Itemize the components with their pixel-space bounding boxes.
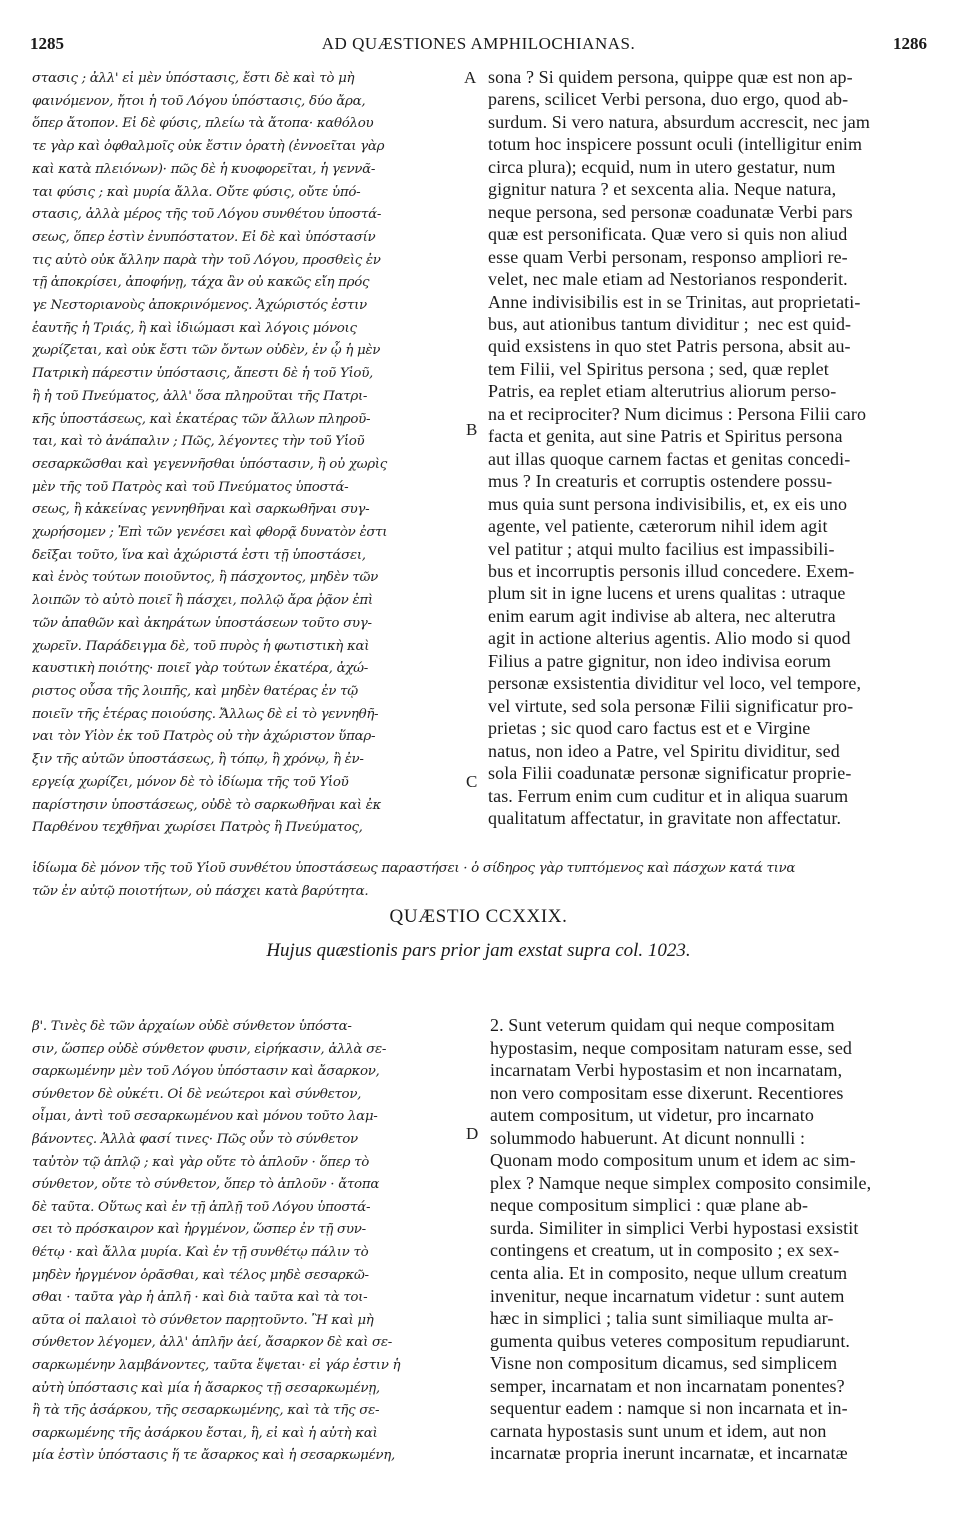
text-line: αὐτὴ ὑπόστασις καὶ μία ἡ ἄσαρκος τῇ σεσαρκωμένῃ, — [32, 1380, 380, 1396]
text-line: σεως, ὅπερ ἐστὶν ἐνυπόστατον. Εἰ δὲ καὶ ὑπόστασίν — [32, 229, 376, 245]
text-line: plex ? Namque neque simplex composito consimile, — [490, 1172, 872, 1193]
text-line: χωρήσομεν ; Ἐπὶ τῶν γενέσει καὶ φθορᾷ δυνατὸν ἐστι — [32, 525, 388, 541]
text-line: esse quam Verbi personam, responso ampliori re- — [488, 246, 848, 267]
text-line: centa alia. Et in composito, neque ullum creatum — [490, 1263, 848, 1284]
text-line: αῦτα οἱ παλαιοὶ τὸ σύνθετον παρῃτοῦντο. Ἢ καὶ μὴ — [32, 1312, 374, 1328]
text-line: Filius a patre gignitur, non ideo indivisa eorum — [488, 650, 832, 671]
text-line: vel patitur ; atqui multo facilius est impassibili- — [488, 538, 835, 559]
text-line: μία ἐστὶν ὑπόστασις ἥ τε ἄσαρκος καὶ ἡ σεσαρκωμένη, — [32, 1448, 395, 1464]
text-line: σύνθετον λέγομεν, ἀλλ' ἁπλῆν ἀεί, ἄσαρκον δὲ καὶ σε- — [32, 1335, 392, 1351]
page-number-left: 1285 — [30, 34, 64, 53]
text-line: enim earum agit indivise ab altera, nec alterutra — [488, 605, 836, 626]
text-line: sequentur eadem : namque si non incarnata et in- — [490, 1398, 848, 1419]
text-line: semper, incarnatam et non incarnatam ponentes? — [490, 1375, 845, 1396]
text-line: invenitur, neque incarnatum videtur : sunt autem — [490, 1285, 845, 1306]
text-line: φαινόμενον, ἤτοι ἡ τοῦ Λόγου ὑπόστασις, δύο ἄρα, — [32, 93, 366, 109]
text-line: 2. Sunt veterum quidam qui neque compositam — [490, 1015, 835, 1035]
running-header — [0, 34, 957, 58]
text-line: incarnatæ propria inerunt incarnatæ, et incarnatæ — [490, 1443, 848, 1464]
text-line: σύνθετον δὲ οὐκέτι. Οἱ δὲ νεώτεροι καὶ σύνθετον, — [32, 1086, 362, 1102]
text-line: surda. Similiter in simplici Verbi hypostasi exsistit — [490, 1217, 859, 1238]
text-line: ἢ τὰ τῆς ἀσάρκου, τῆς σεσαρκωμένης, καὶ τὰ τῆς σε- — [32, 1403, 380, 1419]
text-line: plum sit in igne lucens et urens qualitas : utraque — [488, 583, 846, 604]
text-line: στασις ; ἀλλ' εἰ μὲν ὑπόστασις, ἔστι δὲ καὶ τὸ μὴ — [32, 71, 355, 86]
text-line: καυστικὴ ποιότης· ποιεῖ γὰρ τούτων ἑκατέρα, ἀχώ- — [32, 661, 368, 677]
text-line: ταὐτὸν τῷ ἁπλῷ ; καὶ γὰρ οὔτε τὸ ἁπλοῦν · ὅπερ τὸ — [32, 1154, 369, 1170]
text-line: κῆς ὑποστάσεως, καὶ ἑκατέρας τῶν ἄλλων πληροῦ- — [32, 411, 371, 427]
question-title: QUÆSTIO CCXXIX. — [389, 906, 568, 927]
text-line: ριστος οὖσα τῆς λοιπῆς, καὶ μηδὲν θατέρας ἐν τῷ — [32, 683, 358, 699]
text-line: hæc in simplici ; talia sunt similiaque multa ar- — [490, 1308, 834, 1329]
text-line: mus quia sunt persona indivisibilis, et, ex eis uno — [488, 493, 848, 514]
text-line: γε Νεστοριανοὺς ἀποκρινόμενος. Ἀχώριστός ἐστιν — [32, 298, 367, 314]
text-line: agit in actione alterius agentis. Alio modo si quod — [488, 628, 851, 649]
text-line: χωρίζεται, καὶ οὐκ ἔστι τῶν ὄντων οὐδὲν, ἐν ᾧ ἡ μὲν — [32, 343, 381, 359]
margin-letter-a: A — [464, 68, 477, 87]
text-line: ὅπερ ἄτοπον. Εἰ δὲ φύσις, πλείω τὰ ἄτοπα· καθόλου — [32, 116, 374, 132]
text-line: Visne non compositum dicamus, sed simplicem — [490, 1353, 838, 1374]
text-line: carnata hypostasis sunt unum et idem, aut non — [490, 1420, 827, 1441]
greek-column-top — [32, 68, 460, 840]
text-line: aut illas quoque carnem factas et genitas concedi- — [488, 448, 851, 469]
text-line: σιν, ὥσπερ οὐδὲ σύνθετον φυσιν, εἰρήκασιν, ἀλλὰ σε- — [32, 1041, 387, 1057]
text-line: εργείᾳ χωρίζει, μόνον δὲ τὸ ἰδίωμα τῆς τοῦ Υἱοῦ — [32, 774, 349, 790]
text-line: mus ? In creaturis et corruptis ostendere possu- — [488, 471, 833, 492]
latin-column-top — [488, 66, 928, 829]
text-line: σει τὸ πρόσκαιρον καὶ ἠργμένον, ὥσπερ ἐν τῇ συν- — [32, 1222, 366, 1238]
margin-letter-d: D — [466, 1124, 479, 1143]
text-line: quæ est personificata. Quæ vero si quis non aliud — [488, 224, 848, 245]
text-line: δὲ ταῦτα. Οὕτως καὶ ἐν τῇ ἁπλῇ τοῦ Λόγου ὑποστά- — [32, 1199, 371, 1215]
text-line: gignitur natura ? et sexcenta alia. Neque natura, — [488, 179, 837, 200]
text-line: solummodo habuerunt. At dicunt nonnulli : — [490, 1127, 806, 1148]
text-line: καὶ κατὰ πλειόνων)· πῶς δὲ ἡ κυοφορεῖται, ἡ γεννᾶ- — [32, 161, 376, 177]
text-line: δεῖξαι τοῦτο, ἵνα καὶ ἀχώριστά ἐστι τῇ ὑποστάσει, — [32, 547, 366, 563]
text-line: personæ exsistentia dividitur vel loco, vel tempore, — [488, 673, 862, 694]
text-line: contingens et creatum, ut in composito ; ex sex- — [490, 1240, 840, 1261]
text-line: sona ? Si quidem persona, quippe quæ est non ap- — [488, 67, 853, 87]
text-line: natus, non ideo a Patre, vel Spiritu dividitur, sed — [488, 740, 840, 761]
text-line: neque compositum simplici : quæ plane ab- — [490, 1195, 809, 1216]
text-line: σαρκωμένην μὲν τοῦ Λόγου ὑπόστασιν καὶ ἄσαρκον, — [32, 1064, 380, 1080]
text-line: tem Filii, vel Spiritus persona ; sed, quæ replet — [488, 358, 829, 379]
text-line: θέτῳ · καὶ ἄλλα μυρία. Καὶ ἐν τῇ συνθέτῳ πάλιν τὸ — [32, 1244, 369, 1260]
text-line: autem compositum, ut videtur, pro incarnato — [490, 1105, 815, 1126]
text-line: τῶν ἐν αὐτῷ ποιοτήτων, οὐ πάσχει κατὰ βαρύτητα. — [32, 884, 369, 899]
text-line: ναι τὸν Υἱὸν ἐκ τοῦ Πατρὸς οὐ τὴν ἀχώριστον ὕπαρ- — [32, 729, 376, 745]
text-line: neque persona, sed personæ coadunatæ Verbi pars — [488, 201, 853, 222]
text-line: circa plura); ecquid, num in utero gestatur, num — [488, 156, 836, 177]
text-line: hypostasim, neque compositam naturam esse, sed — [490, 1037, 853, 1058]
text-line: facta et genita, aut sine Patris et Spiritus persona — [488, 426, 843, 447]
text-line: σαρκωμένης τῆς ἀσάρκου ἔσται, ἢ, εἰ καὶ ἡ αὐτὴ καὶ — [32, 1425, 378, 1441]
text-line: μηδὲν ἠργμένον ὁρᾶσθαι, καὶ τέλος μηδὲ σεσαρκῶ- — [32, 1267, 369, 1283]
text-line: παρίστησιν ὑποστάσεως, οὐδὲ τὸ σαρκωθῆναι καὶ ἐκ — [32, 797, 382, 813]
text-line: οἶμαι, ἀντὶ τοῦ σεσαρκωμένου καὶ μόνου τοῦτο λαμ- — [32, 1109, 378, 1125]
text-line: Anne indivisibilis est in se Trinitas, aut proprietati- — [488, 291, 861, 312]
text-line: Παρθένου τεχθῆναι χωρίσει Πατρὸς ἢ Πνεύματος, — [32, 820, 363, 836]
text-line: στασις, ἀλλὰ μέρος τῆς τοῦ Λόγου συνθέτου ὑποστά- — [32, 207, 382, 223]
text-line: σεσαρκῶσθαι καὶ γεγεννῆσθαι ὑπόστασιν, ἢ οὐ χωρὶς — [32, 456, 387, 472]
text-line: totum hoc inspicere possunt oculi (intelligitur enim — [488, 134, 863, 155]
running-title: AD QUÆSTIONES AMPHILOCHIANAS. — [321, 34, 636, 53]
text-line: ἑαυτῆς ἡ Τριάς, ἢ καὶ ἰδιώμασι καὶ λόγοις μόνοις — [32, 320, 357, 336]
text-line: ποιεῖν τῆς ἑτέρας ποιούσης. Ἄλλως δὲ εἰ τὸ γεννηθῆ- — [32, 706, 379, 722]
page-number-right: 1286 — [893, 34, 927, 53]
text-line: surdum. Si vero natura, absurdum accrescit, nec jam — [488, 111, 870, 132]
text-line: βάνοντες. Ἀλλὰ φασί τινες· Πῶς οὖν τὸ σύνθετον — [32, 1131, 358, 1147]
latin-column-bottom — [490, 1014, 930, 1465]
greek-full-width-continuation — [32, 857, 932, 903]
margin-letter-b: B — [466, 420, 478, 439]
text-line: λοιπῶν τὸ αὐτὸ ποιεῖ ἢ πάσχει, πολλῷ ἄρα ῥᾷον ἐπὶ — [32, 593, 373, 609]
text-line: vel virtute, sed sola personæ Filii significatur pro- — [488, 695, 854, 716]
text-line: β'. Τινὲς δὲ τῶν ἀρχαίων οὐδὲ σύνθετον ὑπόστα- — [32, 1019, 352, 1034]
text-line: χωρεῖν. Παράδειγμα δὲ, τοῦ πυρὸς ἡ φωτιστικὴ καὶ — [32, 638, 370, 654]
text-line: tas. Ferrum enim cum cuditur et in aliqua suarum — [488, 785, 849, 806]
text-line: τε γὰρ καὶ ὀφθαλμοῖς οὐκ ἔστιν ὁρατὴ (ἐννοεῖται γὰρ — [32, 139, 385, 155]
text-line: ται, καὶ τὸ ἀνάπαλιν ; Πῶς, λέγοντες τὴν τοῦ Υἱοῦ — [32, 434, 365, 450]
text-line: τῶν ἀπαθῶν καὶ ἀκηράτων ὑποστάσεων τοῦτο συγ- — [32, 615, 372, 631]
text-line: καὶ ἑνὸς τούτων ποιοῦντος, ἢ πάσχοντος, μηδὲν τῶν — [32, 570, 378, 586]
text-line: gumenta quibus veteres compositum repudiarunt. — [490, 1330, 851, 1351]
text-line: σαρκωμένην λαμβάνοντες, ταῦτα ἕψεται· εἰ γάρ ἐστιν ἡ — [32, 1357, 401, 1373]
text-line: Quonam modo compositum unum et idem ac sim- — [490, 1150, 856, 1171]
text-line: ἰδίωμα δὲ μόνον τῆς τοῦ Υἱοῦ συνθέτου ὑποστάσεως παραστήσει · ὁ σίδηρος γὰρ τυπτόμενος καὶ πάσχων κατά τινα — [32, 861, 796, 876]
question-subtitle: Hujus quæstionis pars prior jam exstat supra col. 1023. — [266, 940, 691, 961]
text-line: ἢ ἡ τοῦ Πνεύματος, ἀλλ' ὅσα πληροῦται τῆς Πατρι- — [32, 388, 368, 404]
greek-column-bottom — [32, 1016, 460, 1468]
text-line: μὲν τῆς τοῦ Πατρὸς καὶ τοῦ Πνεύματος ὑποστά- — [32, 479, 349, 495]
margin-letter-c: C — [466, 772, 478, 791]
text-line: σύνθετον, οὔτε τὸ σύνθετον, ὅπερ τὸ ἁπλοῦν · ἄτοπα — [32, 1177, 380, 1193]
text-line: bus et incorruptis personis illud concedere. Exem- — [488, 560, 855, 581]
text-line: σθαι · ταῦτα γὰρ ἡ ἁπλῆ · καὶ διὰ ταῦτα καὶ τὰ τοι- — [32, 1290, 368, 1306]
text-line: σεως, ἢ κἀκείνας γεννηθῆναι καὶ σαρκωθῆναι συγ- — [32, 502, 370, 518]
text-line: Patris, ea replet etiam alterutrius aliorum perso- — [488, 381, 837, 402]
text-line: τῇ ἀποκρίσει, ἀποφήνῃ, τάχα ἂν οὐ κακῶς εἴη πρός — [32, 275, 370, 291]
text-line: ται φύσις ; καὶ μυρία ἄλλα. Οὔτε φύσις, οὔτε ὑπό- — [32, 184, 361, 200]
text-line: parens, scilicet Verbi persona, duo ergo, quod ab- — [488, 89, 849, 110]
text-line: quid exsistens in quo stet Patris persona, absit au- — [488, 336, 851, 357]
text-line: velet, nec male etiam ad Nestorianos responderit. — [488, 269, 848, 290]
text-line: non vero compositam esse dixerunt. Recentiores — [490, 1082, 844, 1103]
text-line: na et reciprociter? Num dicimus : Persona Filii caro — [488, 403, 867, 424]
text-line: prietas ; sic quod caro factus est et e Virgine — [488, 718, 811, 739]
text-line: sola Filii coadunatæ personæ significatur proprie- — [488, 763, 852, 784]
text-line: agente, vel patiente, cæterorum nihil idem agit — [488, 516, 828, 537]
text-line: bus, aut ationibus tantum dividitur ; nec est quid- — [488, 313, 852, 334]
text-line: τις αὐτὸ οὐκ ἄλλην παρὰ τὴν τοῦ Λόγου, προσθεὶς ἐν — [32, 252, 381, 268]
text-line: ξιν τῆς αὐτῶν ὑποστάσεως, ἢ τόπῳ, ἢ χρόνῳ, ἢ ἐν- — [32, 752, 364, 768]
text-line: incarnatam Verbi hypostasim et non incarnatam, — [490, 1060, 843, 1081]
text-line: Πατρικὴ πάρεστιν ὑπόστασις, ἄπεστι δὲ ἡ τοῦ Υἱοῦ, — [32, 366, 373, 382]
text-line: qualitatum affectatur, in gravitate non affectatur. — [488, 807, 842, 828]
